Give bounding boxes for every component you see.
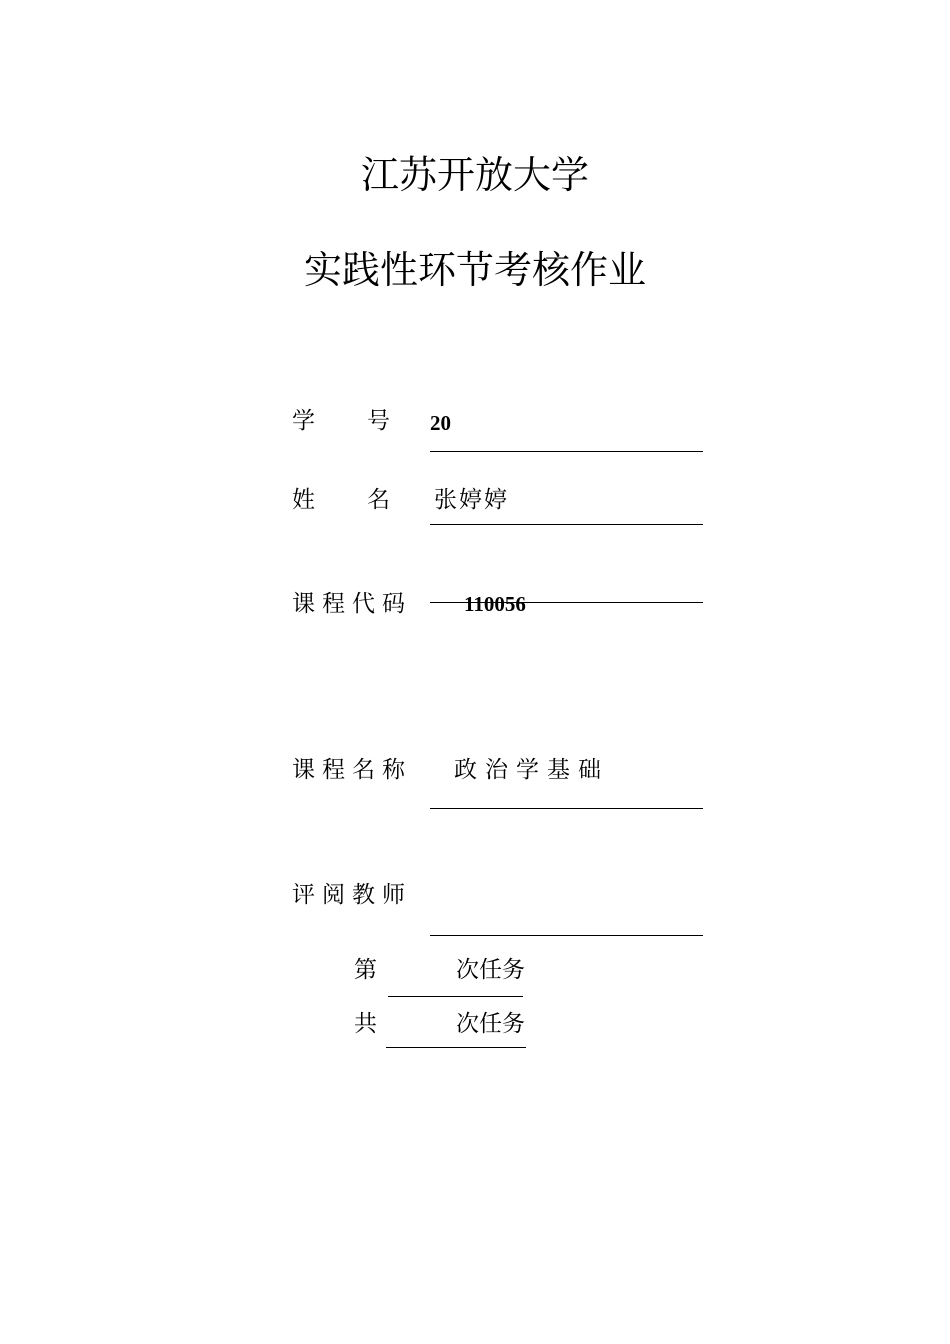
task-total-suffix: 次任务 (456, 1011, 525, 1037)
name-label: 姓 名 (292, 487, 392, 513)
reviewer-underline (430, 935, 703, 936)
reviewer-label: 评阅教师 (292, 882, 412, 908)
name-underline (430, 524, 703, 525)
course-name-label: 课程名称 (292, 757, 412, 783)
course-code-value: 110056 (464, 592, 526, 616)
student-id-label: 学 号 (292, 408, 392, 434)
course-name-underline (430, 808, 703, 809)
university-title: 江苏开放大学 (360, 153, 589, 197)
task-nth-prefix: 第 (354, 957, 377, 983)
name-value: 张婷婷 (434, 487, 509, 513)
course-name-value: 政治学基础 (454, 757, 609, 783)
task-total-underline (386, 1047, 526, 1048)
task-nth-suffix: 次任务 (456, 957, 525, 983)
task-nth-underline (388, 996, 523, 997)
assignment-title: 实践性环节考核作业 (303, 248, 646, 292)
student-id-value: 20 (430, 411, 451, 435)
task-total-prefix: 共 (354, 1011, 377, 1037)
student-id-underline (430, 451, 703, 452)
course-code-label: 课程代码 (292, 591, 412, 617)
